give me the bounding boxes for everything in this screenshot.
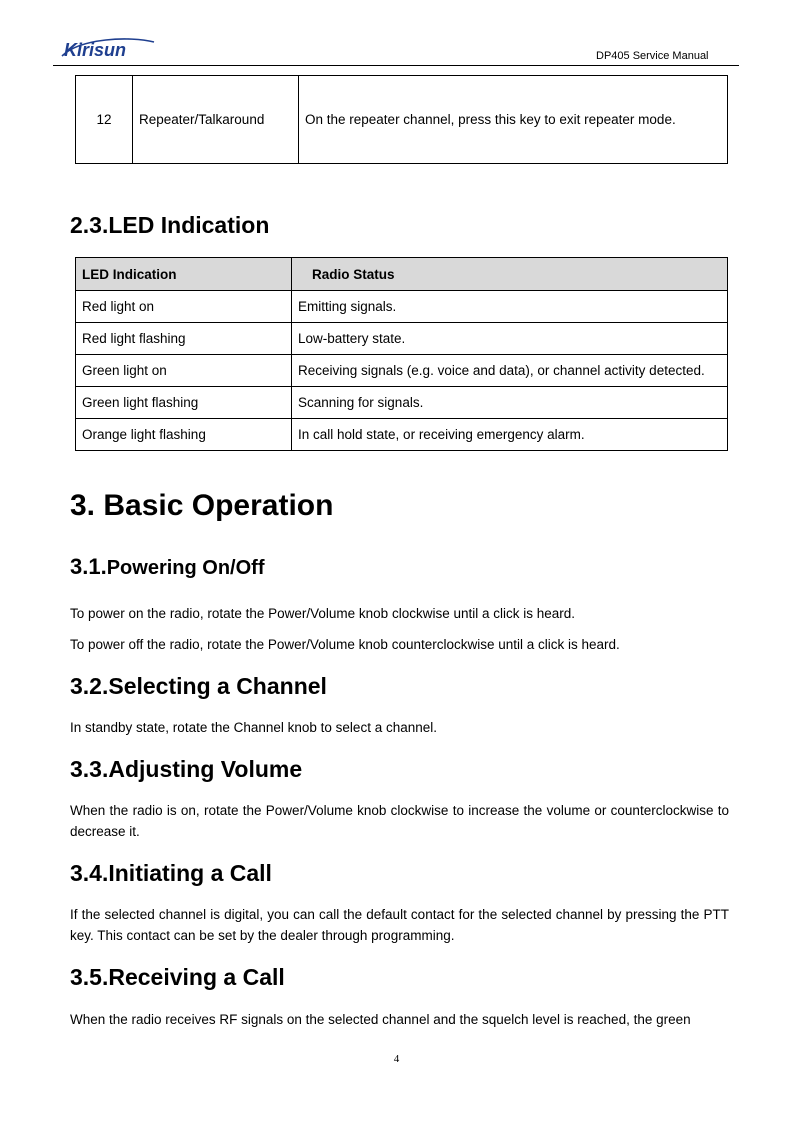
led-cell: Red light flashing xyxy=(76,323,292,355)
led-cell: Green light flashing xyxy=(76,387,292,419)
status-cell: Scanning for signals. xyxy=(292,387,728,419)
led-indication-table xyxy=(75,257,728,451)
kirisun-logo xyxy=(60,36,156,62)
table-row xyxy=(76,76,728,164)
column-header-led: LED Indication xyxy=(76,258,292,291)
key-number-cell: 12 xyxy=(76,76,133,164)
page-number: 4 xyxy=(393,1053,400,1065)
section-heading-powering xyxy=(70,553,264,580)
led-cell: Green light on xyxy=(76,355,292,387)
key-function-cell: On the repeater channel, press this key to exit repeater mode. xyxy=(299,76,728,164)
table-header-row xyxy=(76,258,728,291)
section-heading-led-indication: 2.3.LED Indication xyxy=(70,212,270,238)
table-row xyxy=(76,419,728,451)
table-row xyxy=(76,291,728,323)
status-cell: In call hold state, or receiving emergency alarm. xyxy=(292,419,728,451)
paragraph-power-off: To power off the radio, rotate the Power/Volume knob counterclockwise until a click is heard. xyxy=(70,637,620,652)
document-title: DP405 Service Manual xyxy=(596,50,709,62)
paragraph-initiating-call: If the selected channel is digital, you can call the default contact for the selected channel by pressing the PTT key. This contact can be set by the dealer through programming. xyxy=(70,907,729,943)
paragraph-selecting-channel: In standby state, rotate the Channel knob to select a channel. xyxy=(70,720,437,735)
logo-text: Kirisun xyxy=(64,40,127,60)
section-heading-initiating-call: 3.4.Initiating a Call xyxy=(70,860,272,886)
table-row xyxy=(76,323,728,355)
section-heading-receiving-call: 3.5.Receiving a Call xyxy=(70,964,285,990)
paragraph-receiving-call: When the radio receives RF signals on the selected channel and the squelch level is reached, the green xyxy=(70,1012,691,1027)
paragraph-adjusting-volume: When the radio is on, rotate the Power/Volume knob clockwise to increase the volume or counterclockwise to decrease it. xyxy=(70,803,729,839)
section-heading-adjusting-volume: 3.3.Adjusting Volume xyxy=(70,756,303,782)
table-row xyxy=(76,387,728,419)
table-row xyxy=(76,355,728,387)
column-header-status: Radio Status xyxy=(292,258,728,291)
led-cell: Orange light flashing xyxy=(76,419,292,451)
status-cell: Low-battery state. xyxy=(292,323,728,355)
header-divider xyxy=(53,65,739,66)
paragraph-power-on: To power on the radio, rotate the Power/Volume knob clockwise until a click is heard. xyxy=(70,606,576,621)
section-heading-selecting-channel: 3.2.Selecting a Channel xyxy=(70,673,327,699)
chapter-heading: 3. Basic Operation xyxy=(70,489,334,522)
status-cell: Emitting signals. xyxy=(292,291,728,323)
key-name-cell: Repeater/Talkaround xyxy=(133,76,299,164)
section-number: 3.1. xyxy=(70,554,107,579)
section-title: Powering On/Off xyxy=(106,557,265,579)
led-cell: Red light on xyxy=(76,291,292,323)
status-cell: Receiving signals (e.g. voice and data), or channel activity detected. xyxy=(292,355,728,387)
key-function-table xyxy=(75,75,728,164)
